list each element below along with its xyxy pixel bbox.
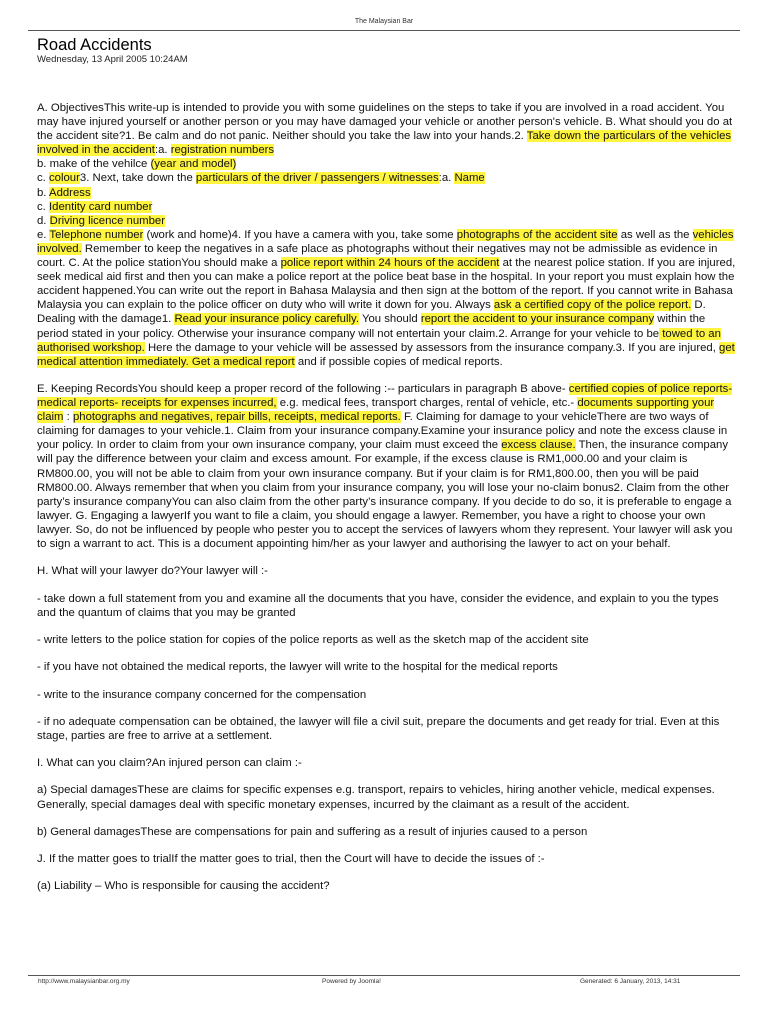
text-run: (work and home)4. If you have a camera with you, take some (143, 228, 457, 241)
paragraph (37, 852, 737, 866)
text-run: - take down a full statement from you and examine all the documents that you have, consider the evidence, and explain to you the types and the quantum of claims that you may be granted (37, 592, 719, 619)
highlighted-text: ask a certified copy of the police report. (493, 299, 692, 312)
text-run: F. Claiming for damage to your vehicleThere are two ways of claiming for damages to your vehicle.1. Claim from your insurance company.Examine your insurance policy and note the excess clause in your policy. In order to claim from your own insurance company, your claim must exceed the (37, 411, 728, 452)
text-run: :a. (154, 144, 171, 157)
paragraph (37, 756, 737, 770)
paragraph (37, 825, 737, 839)
text-run: e.g. medical fees, transport charges, rental of vehicle, etc.- (276, 397, 578, 410)
highlighted-text: certified copies of police reports- medical reports- receipts for expenses incurred, (37, 382, 733, 410)
highlighted-text: vehicles involved. (37, 228, 734, 255)
paragraph (37, 879, 737, 893)
text-run: E. Keeping RecordsYou should keep a proper record of the following :-- particulars in paragraph B above- (37, 382, 569, 395)
text-run: : (63, 411, 73, 424)
highlighted-text: documents supporting your claim (37, 397, 715, 424)
highlighted-text: towed to an authorised workshop. (37, 327, 721, 354)
text-run: a) Special damagesThese are claims for specific expenses e.g. transport, repairs to vehicles, hiring another vehicle, medical expenses. Generally, special damages deal with specific monetary expenses, incurred by the claimant as a result of the accident. (37, 784, 715, 811)
highlighted-text: particulars of the driver / passengers / witnesses (195, 172, 439, 185)
highlighted-text: report the accident to your insurance company (420, 313, 655, 326)
highlighted-text: colour (48, 172, 80, 185)
text-run: A. ObjectivesThis write-up is intended to provide you with some guidelines on the steps to take if you are involved in a road accident. You may have injured yourself or another person or you may have damaged your vehicle or another person's vehicle. B. What should you do at the accident site?1. Be calm and do not panic. Neither should you take the law into your hands.2. (37, 102, 733, 143)
footer-divider (28, 975, 740, 976)
paragraph (37, 715, 737, 743)
text-run: and if possible copies of medical reports. (294, 355, 503, 368)
text-run: - if you have not obtained the medical reports, the lawyer will write to the hospital for the medical reports (37, 661, 558, 674)
text-run: D. Dealing with the damage1. (37, 299, 706, 326)
footer-powered-by: Powered by Joomla! (322, 978, 381, 985)
paragraph (37, 101, 737, 369)
text-run: I. What can you claim?An injured person can claim :- (37, 757, 302, 770)
text-run: as well as the (617, 228, 693, 241)
text-run: - write to the insurance company concerned for the compensation (37, 688, 367, 701)
text-run: d. (37, 214, 50, 227)
highlighted-text: Name (454, 172, 485, 185)
article-title: Road Accidents (37, 36, 152, 54)
paragraph (37, 660, 737, 674)
highlighted-text: excess clause. (501, 439, 576, 452)
paragraph (37, 688, 737, 702)
paragraph (37, 592, 737, 620)
text-run: You should (359, 313, 421, 326)
text-run: 3. Next, take down the (79, 172, 196, 185)
text-run: c. (37, 172, 49, 185)
highlighted-text: (year and model) (150, 158, 237, 171)
footer-generated: Generated: 6 January, 2013, 14:31 (580, 978, 681, 985)
highlighted-text: get medical attention immediately. Get a medical report (37, 341, 735, 368)
highlighted-text: police report within 24 hours of the accident (280, 257, 500, 270)
paragraph (37, 564, 737, 578)
text-run: b) General damagesThese are compensations for pain and suffering as a result of injuries caused to a person (37, 825, 588, 838)
highlighted-text: Address (49, 186, 91, 199)
text-run: - if no adequate compensation can be obtained, the lawyer will file a civil suit, prepare the documents and get ready for trial. Even at this stage, parties are free to arrive at a settlement. (37, 715, 720, 742)
text-run: b. make of the vehilce (37, 158, 151, 171)
highlighted-text: photographs and negatives, repair bills, receipts, medical reports. (72, 411, 401, 424)
text-run: (a) Liability – Who is responsible for causing the accident? (37, 880, 330, 893)
article-body (37, 101, 737, 907)
highlighted-text: Telephone number (49, 228, 144, 241)
paragraph (37, 382, 737, 551)
text-run: within the period stated in your policy. Otherwise your insurance company will not entertain your claim.2. Arrange for your vehicle to be (37, 313, 706, 340)
text-run: J. If the matter goes to trialIf the matter goes to trial, then the Court will have to decide the issues of :- (37, 853, 545, 866)
highlighted-text: Driving licence number (49, 214, 166, 227)
header-divider (28, 30, 740, 31)
highlighted-text: Identity card number (48, 200, 153, 213)
paragraph (37, 633, 737, 647)
text-run: at the nearest police station. If you are injured, seek medical aid first and then you can make a police report at the police beat base in the hospital. In your report you must explain how the accident happened.You can write out the report in Bahasa Malaysia and then sign at the bottom of the report. If you cannot write in Bahasa Malaysia you can explain to the police officer on duty who will write it down for you. Always (37, 257, 736, 312)
text-run: Here the damage to your vehicle will be assessed by assessors from the insurance company.3. If you are injured, (144, 341, 720, 354)
text-run: :a. (438, 172, 455, 185)
highlighted-text: registration numbers (170, 144, 275, 157)
text-run: b. (37, 186, 49, 199)
text-run: e. (37, 228, 50, 241)
footer-url[interactable]: http://www.malaysianbar.org.my (38, 978, 130, 985)
text-run: Then, the insurance company will pay the difference between your claim and excess amount. For example, if the excess clause is RM1,000.00 and your claim is RM800.00, you will not be able to claim from your own insurance company. But if your claim is for RM1,800.00, then you will be paid RM800.00. Always remember that when you claim from your insurance company, you will lose your no-claim bonus2. Claim from the other party’s insurance companyYou can also claim from the other party’s insurance company. If you decide to do so, it is preferable to engage a lawyer. G. Engaging a lawyerIf you want to file a claim, you should engage a lawyer. Remember, you have a right to choose your own lawyer. So, do not be influenced by people who pester you to accept the services of lawyers whom they represent. Your lawyer will ask you to sign a warrant to act. This is a document appointing him/her as your lawyer and authorising the lawyer to act on your behalf. (37, 439, 733, 550)
text-run: c. (37, 200, 49, 213)
article-date: Wednesday, 13 April 2005 10:24AM (37, 54, 188, 65)
text-run: - write letters to the police station for copies of the police reports as well as the sketch map of the accident site (37, 633, 589, 646)
highlighted-text: Take down the particulars of the vehicles involved in the accident (37, 130, 732, 157)
highlighted-text: Read your insurance policy carefully. (174, 313, 360, 326)
site-header: The Malaysian Bar (354, 18, 414, 25)
text-run: Remember to keep the negatives in a safe place as photographs without their negatives may not be admissible as evidence in court. C. At the police stationYou should make a (37, 242, 718, 270)
text-run: H. What will your lawyer do?Your lawyer will :- (37, 565, 268, 578)
paragraph (37, 783, 737, 811)
highlighted-text: photographs of the accident site (456, 228, 618, 241)
